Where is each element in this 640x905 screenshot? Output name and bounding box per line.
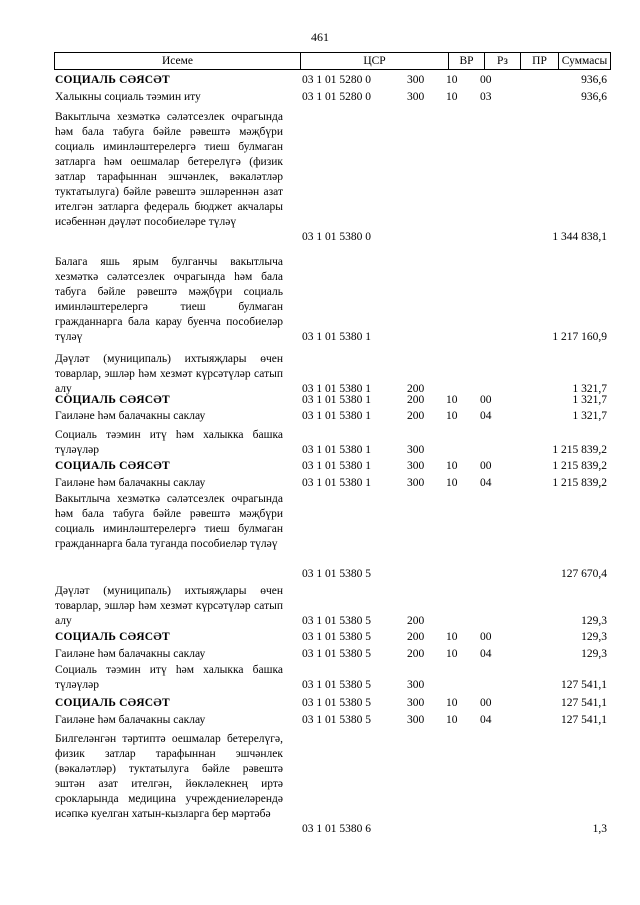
- row-sum: 129,3: [581, 615, 607, 627]
- row-vr: 300: [407, 679, 425, 691]
- row-name: Гаиләне һәм балачакны саклау: [55, 648, 206, 660]
- row-sum: 129,3: [581, 648, 607, 660]
- row-rz: 10: [446, 460, 458, 472]
- row-sum: 936,6: [581, 74, 607, 86]
- row-sum: 1 321,7: [572, 410, 607, 422]
- row-vr: 300: [407, 477, 425, 489]
- row-rz: 10: [446, 74, 458, 86]
- row-vr: 200: [407, 631, 425, 643]
- row-name: Вакытлыча хезмәткә сәләтсезлек очрагында һәм бала табуга бәйле рәвештә мәҗбүри социаль иминләштерелергә тиеш булмаган гражданнарга бала туганда пособиеләр түләү: [55, 493, 283, 550]
- row-csr: 03 1 01 5280 0: [302, 74, 371, 86]
- row-sum: 1 215 839,2: [552, 477, 607, 489]
- row-csr: 03 1 01 5380 1: [302, 460, 371, 472]
- row-vr: 200: [407, 394, 425, 406]
- row-vr: 300: [407, 444, 425, 456]
- row-name: СОЦИАЛЬ СӘЯСӘТ: [55, 74, 170, 86]
- header-pr: ПР: [520, 53, 558, 69]
- row-rz: 10: [446, 648, 458, 660]
- row-sum: 936,6: [581, 91, 607, 103]
- row-vr: 300: [407, 460, 425, 472]
- row-vr: 200: [407, 648, 425, 660]
- row-sum: 1 321,7: [572, 394, 607, 406]
- row-vr: 200: [407, 383, 425, 395]
- row-pr: 00: [480, 697, 492, 709]
- row-csr: 03 1 01 5380 1: [302, 331, 371, 343]
- row-sum: 129,3: [581, 631, 607, 643]
- row-sum: 127 541,1: [561, 714, 607, 726]
- row-pr: 04: [480, 648, 492, 660]
- row-rz: 10: [446, 394, 458, 406]
- row-name: Гаиләне һәм балачакны саклау: [55, 410, 206, 422]
- row-csr: 03 1 01 5380 5: [302, 697, 371, 709]
- row-pr: 04: [480, 410, 492, 422]
- row-name: Социаль тәэмин итү һәм халыкка башка түләүләр: [55, 429, 283, 456]
- row-csr: 03 1 01 5380 5: [302, 631, 371, 643]
- row-csr: 03 1 01 5380 6: [302, 823, 371, 835]
- row-vr: 200: [407, 410, 425, 422]
- row-sum: 1,3: [592, 823, 607, 835]
- row-csr: 03 1 01 5380 5: [302, 714, 371, 726]
- row-rz: 10: [446, 477, 458, 489]
- row-vr: 300: [407, 714, 425, 726]
- row-name: СОЦИАЛЬ СӘЯСӘТ: [55, 631, 170, 643]
- row-csr: 03 1 01 5380 0: [302, 231, 371, 243]
- row-rz: 10: [446, 714, 458, 726]
- row-pr: 04: [480, 714, 492, 726]
- row-name: Халыкны социаль тәэмин иту: [55, 91, 201, 103]
- row-csr: 03 1 01 5380 1: [302, 444, 371, 456]
- row-pr: 00: [480, 74, 492, 86]
- row-csr: 03 1 01 5380 1: [302, 394, 371, 406]
- row-name: Балага яшь ярым булганчы вакытлыча хезмәткә сәләтсезлек очрагында һәм бала табуга бәйле рәвештә мәҗбүри социаль иминләштерелергә тиеш булмаган гражданнарга бала карау буенча пособиеләр түләү: [55, 256, 283, 343]
- row-csr: 03 1 01 5380 5: [302, 615, 371, 627]
- row-name: СОЦИАЛЬ СӘЯСӘТ: [55, 697, 170, 709]
- row-rz: 10: [446, 91, 458, 103]
- header-name: Исеме: [161, 55, 194, 67]
- row-sum: 1 344 838,1: [552, 231, 607, 243]
- row-csr: 03 1 01 5380 1: [302, 383, 371, 395]
- row-vr: 200: [407, 615, 425, 627]
- row-sum: 1 217 160,9: [552, 331, 607, 343]
- row-csr: 03 1 01 5380 5: [302, 648, 371, 660]
- page-number: 461: [311, 30, 329, 44]
- row-vr: 300: [407, 697, 425, 709]
- row-sum: 127 541,1: [561, 679, 607, 691]
- row-csr: 03 1 01 5380 5: [302, 679, 371, 691]
- row-sum: 1 215 839,2: [552, 444, 607, 456]
- row-name: Дәүләт (муниципаль) ихтыяҗлары өчен товарлар, эшләр һәм хезмәт күрсәтүләр сатып алу: [55, 353, 283, 395]
- row-sum: 1 215 839,2: [552, 460, 607, 472]
- header-sum: Суммасы: [558, 53, 610, 69]
- row-name: Социаль тәэмин итү һәм халыкка башка түләүләр: [55, 664, 283, 691]
- row-sum: 127 541,1: [561, 697, 607, 709]
- table-header: [54, 52, 611, 70]
- row-rz: 10: [446, 410, 458, 422]
- row-sum: 127 670,4: [561, 568, 607, 580]
- row-rz: 10: [446, 697, 458, 709]
- row-pr: 00: [480, 460, 492, 472]
- row-pr: 03: [480, 91, 492, 103]
- row-name: Гаиләне һәм балачакны саклау: [55, 714, 206, 726]
- header-vr: ВР: [448, 53, 484, 69]
- header-rz: Рз: [484, 53, 520, 69]
- row-vr: 300: [407, 74, 425, 86]
- row-csr: 03 1 01 5380 5: [302, 568, 371, 580]
- header-csr: ЦСР: [300, 53, 448, 69]
- row-name: Гаиләне һәм балачакны саклау: [55, 477, 206, 489]
- row-pr: 04: [480, 477, 492, 489]
- row-name: Вакытлыча хезмәткә сәләтсезлек очрагында һәм бала табуга бәйле рәвештә мәҗбүри социаль иминләштерелергә тиеш булмаган затларга һәм оешмалар бетерелүгә (физик затлар тарафыннан эшчәнлек, вәкаләтләр туктатылуга) бәйле рәвештә эшләреннән азат ителгән затларга федераль бюджет акчалары исәбеннән дәүләт пособиеләре түләү: [55, 111, 283, 228]
- row-sum: 1 321,7: [572, 383, 607, 395]
- row-csr: 03 1 01 5380 1: [302, 410, 371, 422]
- row-csr: 03 1 01 5280 0: [302, 91, 371, 103]
- row-rz: 10: [446, 631, 458, 643]
- row-vr: 300: [407, 91, 425, 103]
- row-name: СОЦИАЛЬ СӘЯСӘТ: [55, 460, 170, 472]
- row-name: Билгеләнгән тәртиптә оешмалар бетерелүгә, физик затлар тарафыннан эшчәнлек (вәкаләтләр) туктатылуга бәйле рәвештә эштән азат ителгән, йөкләлекнең иртә срокларында медицина учреждениеләрендә исәпкә куелган хатын-кызларга бер мәртәбә: [55, 733, 283, 820]
- row-pr: 00: [480, 394, 492, 406]
- row-name: Дәүләт (муниципаль) ихтыяҗлары өчен товарлар, эшләр һәм хезмәт күрсәтүләр сатып алу: [55, 585, 283, 627]
- row-name: СОЦИАЛЬ СӘЯСӘТ: [55, 394, 170, 406]
- row-pr: 00: [480, 631, 492, 643]
- row-csr: 03 1 01 5380 1: [302, 477, 371, 489]
